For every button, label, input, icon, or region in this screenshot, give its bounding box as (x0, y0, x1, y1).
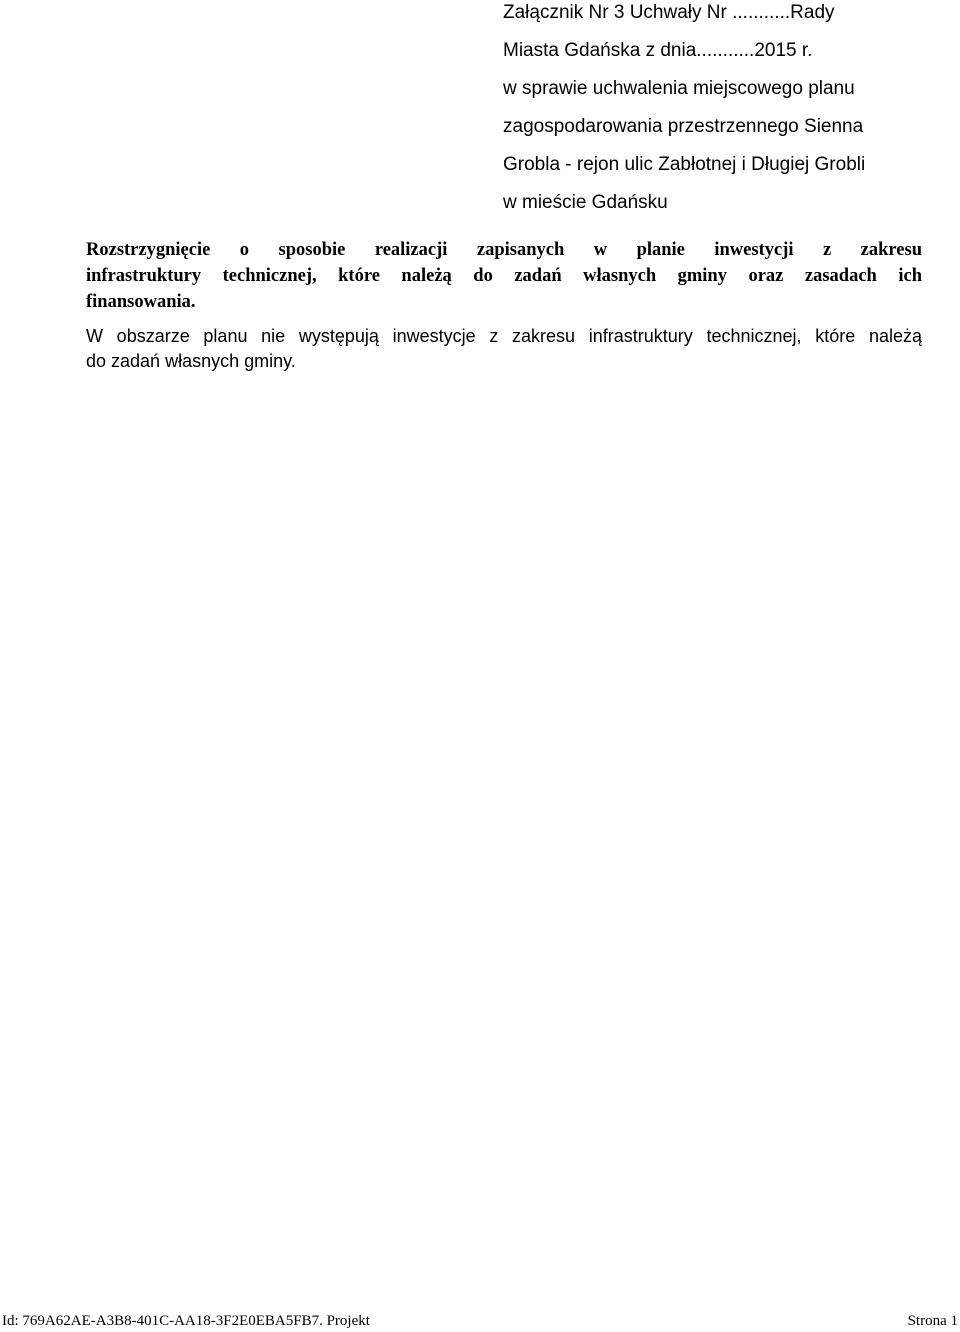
document-id: Id: 769A62AE-A3B8-401C-AA18-3F2E0EBA5FB7. Projekt (2, 1313, 370, 1329)
body-paragraph (86, 324, 922, 374)
heading-line: infrastruktury technicznej, które należą do zadań własnych gminy oraz zasadach ich (86, 266, 922, 286)
page-footer (0, 1311, 960, 1331)
attachment-header (503, 0, 943, 222)
header-line-council-date: Miasta Gdańska z dnia...........2015 r. (503, 40, 813, 61)
header-line-attachment-number: Załącznik Nr 3 Uchwały Nr ...........Rady (503, 2, 835, 23)
header-line-area: Grobla - rejon ulic Zabłotnej i Długiej Grobli (503, 154, 866, 175)
page-number: Strona 1 (907, 1313, 958, 1329)
header-line-city: w mieście Gdańsku (503, 192, 668, 213)
header-line-plan: zagospodarowania przestrzennego Sienna (503, 116, 864, 137)
heading-line: finansowania. (86, 292, 196, 312)
section-heading (86, 237, 922, 315)
header-line-subject: w sprawie uchwalenia miejscowego planu (503, 78, 855, 99)
body-line: do zadań własnych gminy. (86, 351, 296, 371)
heading-line: Rozstrzygnięcie o sposobie realizacji zapisanych w planie inwestycji z zakresu (86, 240, 922, 260)
body-line: W obszarze planu nie występują inwestycje z zakresu infrastruktury technicznej, które należą (86, 326, 922, 346)
